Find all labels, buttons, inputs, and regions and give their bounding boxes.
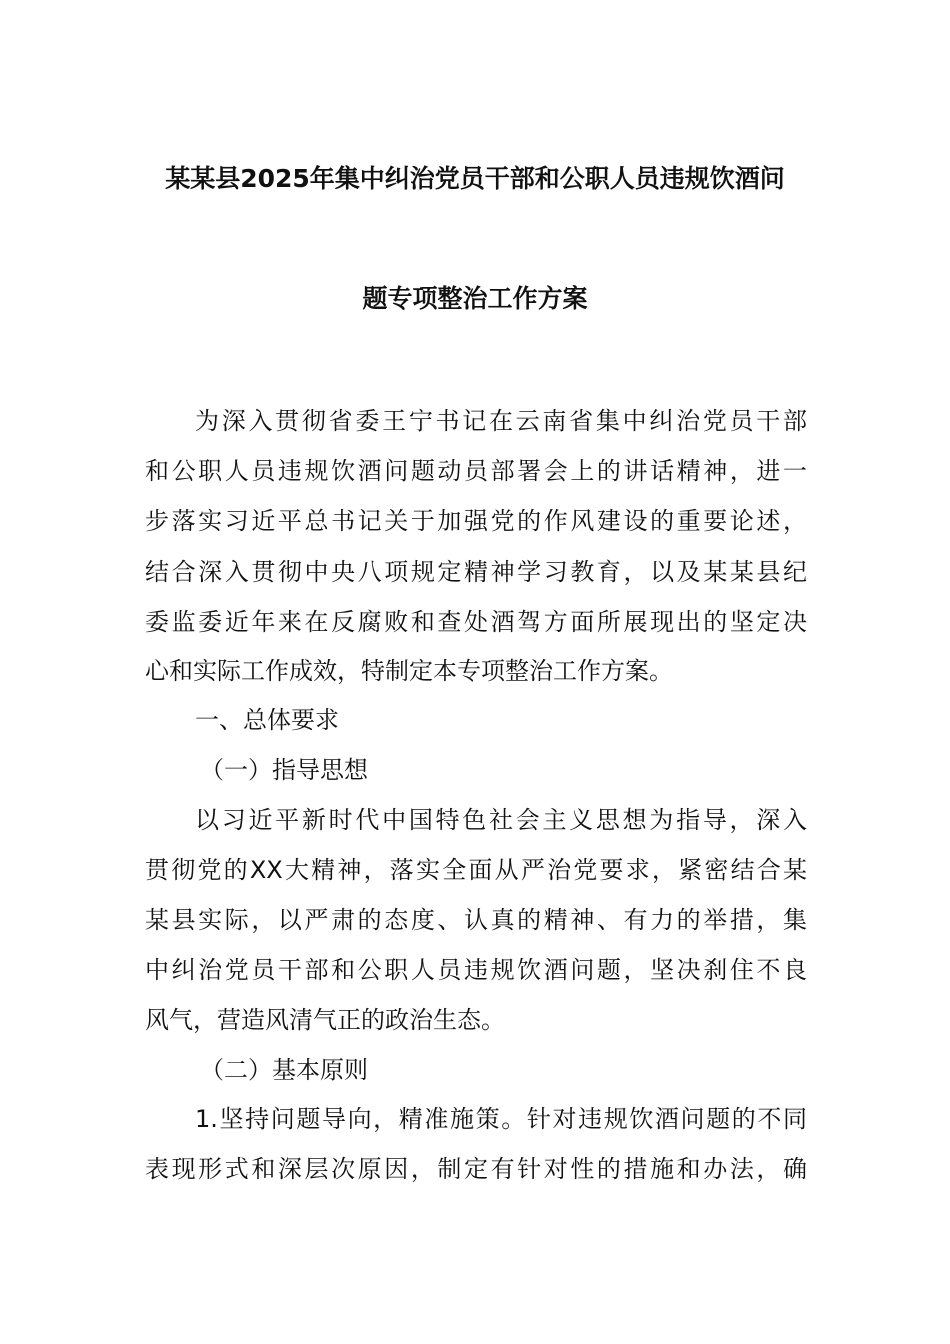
paragraph-1-line-1: 为深入贯彻省委王宁书记在云南省集中纠治党员干部 [195,407,807,435]
paragraph-1-line-3: 步落实习近平总书记关于加强党的作风建设的重要论述， [145,507,807,535]
paragraph-2-line-5: 风气，营造风清气正的政治生态。 [145,1006,505,1034]
paragraph-1-line-6: 心和实际工作成效，特制定本专项整治工作方案。 [145,657,673,685]
paragraph-1-line-4: 结合深入贯彻中央八项规定精神学习教育，以及某某县纪 [145,558,807,586]
paragraph-3-line-1: 1.坚持问题导向，精准施策。针对违规饮酒问题的不同 [195,1105,807,1133]
paragraph-2-line-3: 某县实际，以严肃的态度、认真的精神、有力的举措，集 [145,906,807,934]
paragraph-2-line-2: 贯彻党的XX大精神，落实全面从严治党要求，紧密结合某 [145,856,807,884]
document-title-line-2: 题专项整治工作方案 [362,284,588,313]
paragraph-1-line-5: 委监委近年来在反腐败和查处酒驾方面所展现出的坚定决 [145,608,807,636]
section-heading-general-requirements: 一、总体要求 [195,706,339,734]
paragraph-2-line-1: 以习近平新时代中国特色社会主义思想为指导，深入 [195,806,807,834]
document-title-line-1: 某某县2025年集中纠治党员干部和公职人员违规饮酒问 [165,164,785,193]
paragraph-3-line-2: 表现形式和深层次原因，制定有针对性的措施和办法，确 [145,1155,807,1183]
paragraph-2-line-4: 中纠治党员干部和公职人员违规饮酒问题，坚决刹住不良 [145,956,807,984]
paragraph-1-line-2: 和公职人员违规饮酒问题动员部署会上的讲话精神，进一 [145,457,807,485]
subsection-heading-guiding-ideology: （一）指导思想 [200,756,368,784]
subsection-heading-basic-principles: （二）基本原则 [200,1056,368,1084]
